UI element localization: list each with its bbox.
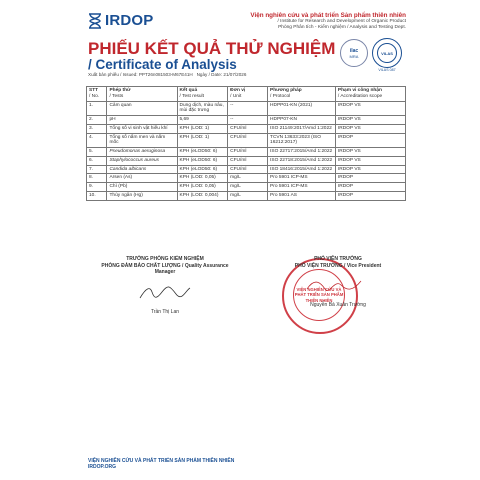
table-row: 10. Thủy ngân (Hg) KPH (LOD: 0,004) mg/L Pro 5901 AS IRDOP [87, 191, 406, 200]
header-scope: Phạm vi công nhận / Accreditation scope [335, 87, 405, 102]
brand-logo [88, 12, 154, 29]
table-row: 4. Tổng số nấm men và nấm mốc KPH (LOD: 1) CFU/ml TCVN 13633:2023 (ISO 16212:2017) IRDOP [87, 133, 406, 148]
header-unit: Đơn vị / Unit [228, 87, 268, 102]
institute-name-en: / Institute for Research and Development of Organic Product [277, 19, 406, 25]
stamp-text: VIỆN NGHIÊN CỨU VÀ PHÁT TRIỂN SẢN PHẨM THIÊN NHIÊN [294, 287, 344, 303]
table-row: 7. Candida albicans KPH (eLOD50: 6) CFU/ml ISO 18416:2015/Amd 1:2022 IRDOP VS [87, 165, 406, 174]
header-protocol: Phương pháp / Protocol [268, 87, 336, 102]
table-row: 1. Cảm quan Dung dịch, màu nâu, mùi đặc trưng -- HDPP01-KN (2021) IRDOP VS [87, 101, 406, 116]
institute-header [250, 12, 406, 30]
title-en: / Certificate of Analysis [88, 57, 237, 72]
title-vn: PHIẾU KẾT QUẢ THỬ NGHIỆM [88, 39, 336, 58]
institute-name-vn: Viện nghiên cứu và phát triển Sản phẩm thiên nhiên [250, 12, 406, 19]
mra-text: MRA [349, 53, 359, 59]
results-table [86, 86, 406, 201]
page-footer [88, 458, 234, 470]
sig-right-title1: PHÓ VIỆN TRƯỞNG [314, 256, 362, 262]
certificate-page [60, 0, 420, 480]
footer-line1: VIỆN NGHIÊN CỨU VÀ PHÁT TRIỂN SẢN PHẨM THIÊN NHIÊN [88, 458, 235, 464]
header-result: Kết quả / Test result [177, 87, 228, 102]
table-row: 3. Tổng số vi sinh vật hiếu khí KPH (LOD: 1) CFU/ml ISO 21149:2017/Amd 1:2022 IRDOP VS [87, 124, 406, 133]
ilac-mra-badge [340, 39, 368, 67]
table-row: 6. Staphylococcus aureus KPH (eLOD50: 6) CFU/ml ISO 22718:2015/Amd 1:2022 IRDOP VS [87, 156, 406, 165]
header-test: Phép thử / Tests [107, 87, 177, 102]
issue-meta: Xuất bản phiếu / Issued: PPT26n081503-M67E41H Ngày / Date: 21/07/2026 [88, 72, 247, 77]
issue-code: PPT26n081503-M67E41H [138, 72, 193, 77]
table-row: 5. Pseudomonas aeruginosa KPH (eLOD50: 6) CFU/ml ISO 22717:2015/Amd 1:2022 IRDOP VS [87, 148, 406, 157]
table-header-row [87, 87, 406, 102]
footer-line2: IRDOP.ORG [88, 464, 116, 470]
sig-right-title2: PHÓ VIỆN TRƯỞNG / Vice President [294, 262, 382, 269]
table-row: 8. Arsen (As) KPH (LOD: 0,05) mg/L Pro 5901 ICP-MS IRDOP [87, 174, 406, 183]
ilac-text: ilac [349, 47, 359, 54]
vilas-code: VILAS 087 [378, 68, 396, 72]
issue-label: Xuất bản phiếu / Issued [88, 72, 137, 77]
handwritten-signature-icon [303, 275, 373, 297]
vilas-badge [372, 38, 402, 72]
handwritten-signature-icon [135, 282, 195, 304]
hourglass-logo-icon [88, 13, 102, 29]
sig-right-name: Nguyễn Bá Xuân Trường [310, 302, 366, 308]
vilas-inner: VILAS [377, 43, 397, 63]
sig-left-name: Trần Thị Lan [150, 308, 180, 315]
sig-left-title2: PHÒNG ĐẢM BẢO CHẤT LƯỢNG / Quality Assurance Manager [101, 262, 229, 275]
signature-right [268, 256, 408, 308]
date-label: Ngày / Date [196, 72, 221, 77]
department-name: Phòng Phân tích - Kiểm nghiệm / Analysis and Testing Dept. [278, 24, 406, 30]
accreditation-badges [340, 38, 402, 72]
sig-left-title1: TRƯỞNG PHÒNG KIỂM NGHIỆM [126, 256, 204, 262]
header-stt: STT / No. [87, 87, 107, 102]
document-title [88, 40, 335, 73]
issue-date: 21/07/2026 [223, 72, 247, 77]
table-row: 2. pH 5,69 -- HDPP07-KN IRDOP VS [87, 116, 406, 125]
table-row: 9. Chì (Pb) KPH (LOD: 0,05) mg/L Pro 5901 ICP-MS IRDOP [87, 183, 406, 192]
brand-name: IRDOP [105, 12, 154, 29]
signature-left [100, 256, 230, 315]
